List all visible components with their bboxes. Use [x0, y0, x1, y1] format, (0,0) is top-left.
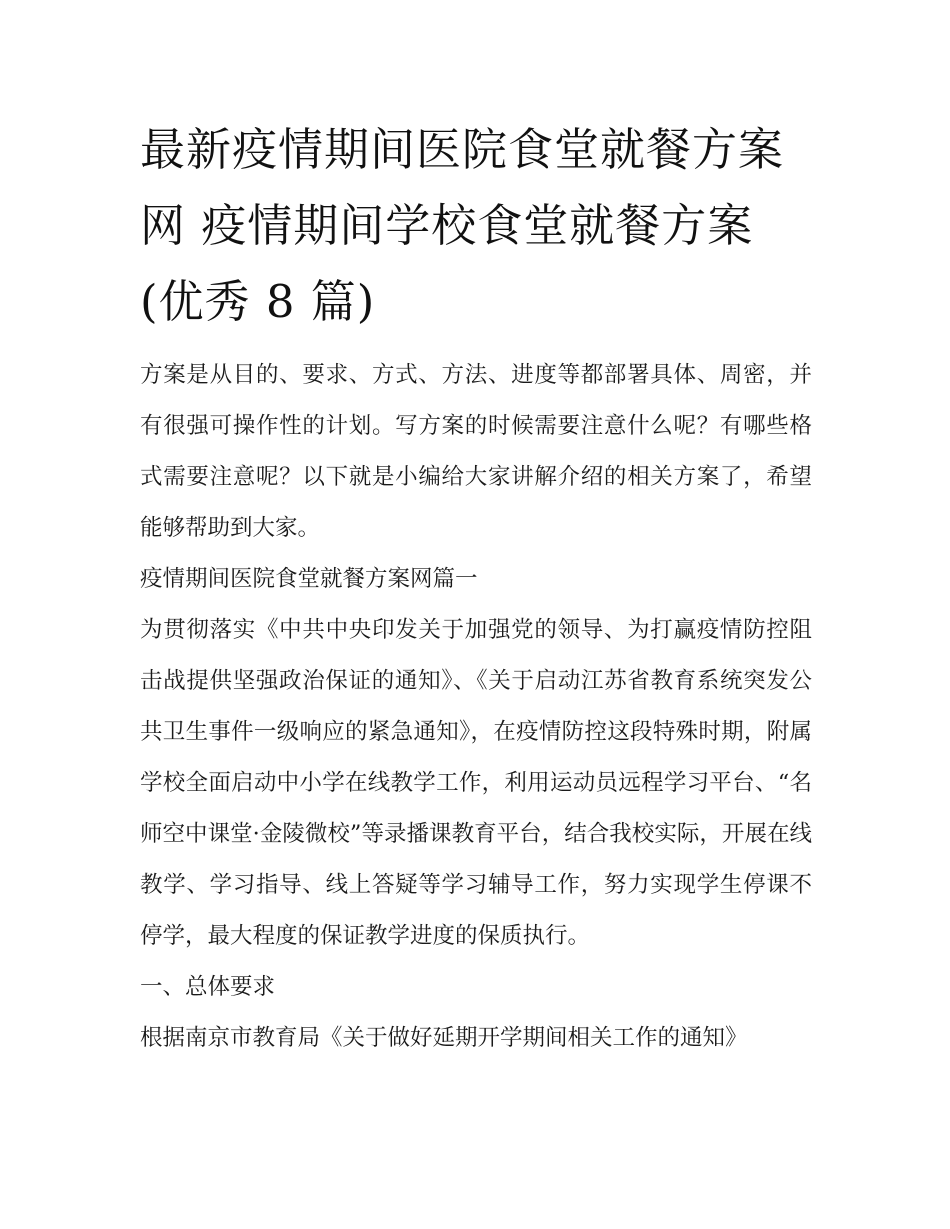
- subsection-heading: 一、总体要求: [140, 974, 276, 1000]
- body-paragraph-partial: 根据南京市教育局《关于做好延期开学期间相关工作的通知》: [140, 1025, 748, 1051]
- document-body: [140, 112, 812, 1064]
- intro-paragraph: 方案是从目的、要求、方式、方法、进度等都部署具体、周密，并有很强可操作性的计划。写方案的时候需要注意什么呢？有哪些格式需要注意呢？以下就是小编给大家讲解介绍的相关方案了，希望能够帮助到大家。: [140, 362, 812, 541]
- document-title: 最新疫情期间医院食堂就餐方案网 疫情期间学校食堂就餐方案(优秀 8 篇): [140, 123, 785, 328]
- section-heading: 疫情期间医院食堂就餐方案网篇一: [140, 566, 478, 592]
- body-paragraph: 为贯彻落实《中共中央印发关于加强党的领导、为打赢疫情防控阻击战提供坚强政治保证的通知》、《关于启动江苏省教育系统突发公共卫生事件一级响应的紧急通知》，在疫情防控这段特殊时期，附属学校全面启动中小学在线教学工作，利用运动员远程学习平台、“名师空中课堂·金陵微校”等录播课教育平台，结合我校实际，开展在线教学、学习指导、线上答疑等学习辅导工作，努力实现学生停课不停学，最大程度的保证教学进度的保质执行。: [140, 617, 812, 949]
